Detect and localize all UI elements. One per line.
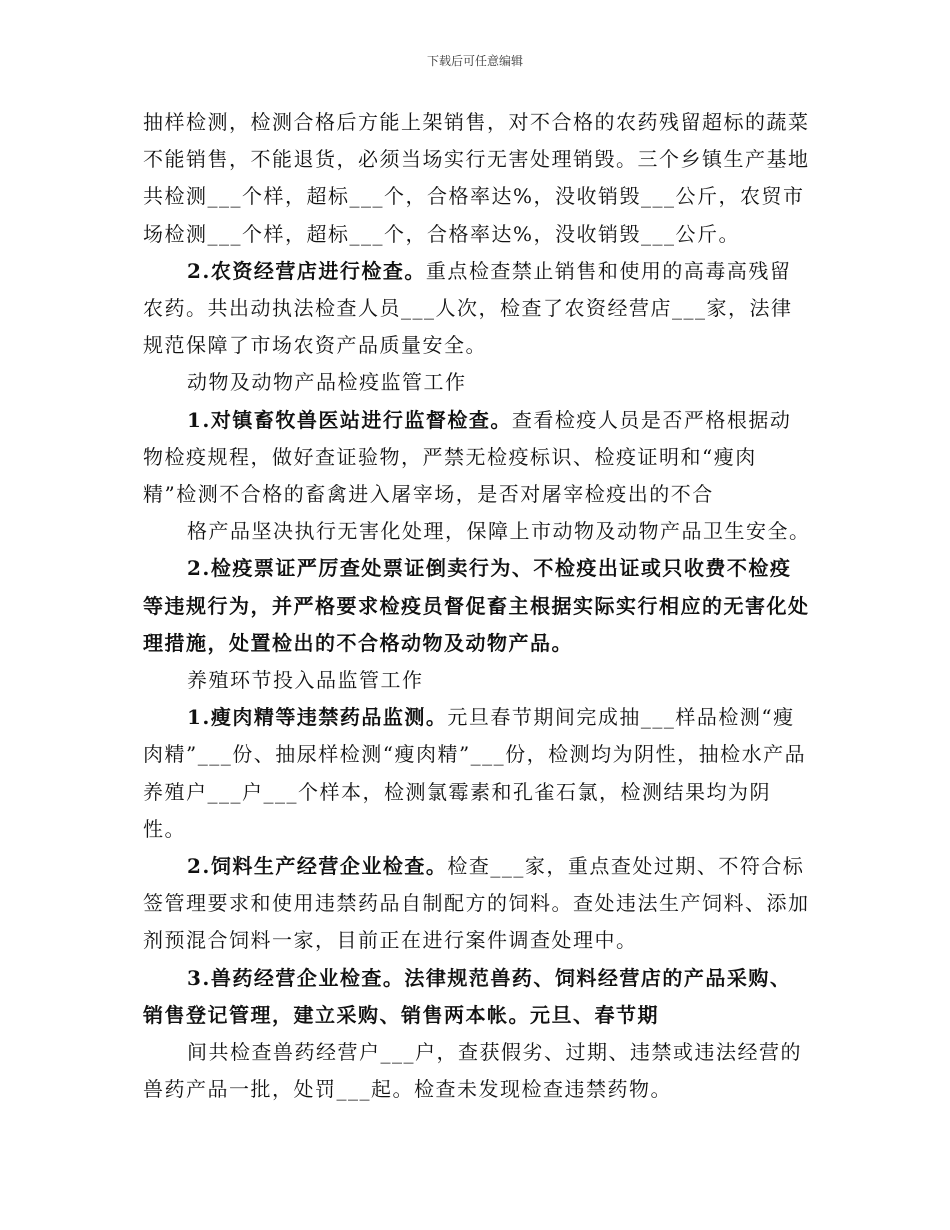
paragraph-feed-enterprise-inspection (143, 848, 811, 960)
paragraph-clenbuterol-monitoring (143, 699, 811, 848)
section-heading-text: 养殖环节投入品监管工作 (187, 668, 424, 693)
paragraph-vet-drug-results (143, 1034, 811, 1108)
paragraph-quarantine-certificates (143, 550, 811, 662)
paragraph-vet-station-supervision (143, 402, 811, 514)
paragraph-text: 2.检疫票证严厉查处票证倒卖行为、不检疫出证或只收费不检疫等违规行为，并严格要求检疫员督促畜主根据实际实行相应的无害化处理措施，处置检出的不合格动物及动物产品。 (143, 556, 810, 655)
paragraph-text: 元旦春节期间完成抽___样品检测“瘦肉精”___份、抽尿样检测“瘦肉精”___份，检测均为阴性，抽检水产品养殖户___户___个样本，检测氯霉素和孔雀石氯，检测结果均为阴性。 (143, 705, 807, 841)
section-heading-breeding-inputs (143, 662, 811, 699)
paragraph-text: 查看检疫人员是否严格根据动物检疫规程，做好查证验物，严禁无检疫标识、检疫证明和“瘦肉精”检测不合格的畜禽进入屠宰场，是否对屠宰检疫出的不合 (143, 407, 792, 507)
paragraph-text: 间共检查兽药经营户___户，查获假劣、过期、违禁或违法经营的兽药产品一批，处罚___起。检查未发现检查违禁药物。 (143, 1040, 802, 1102)
section-heading-animal-quarantine (143, 364, 811, 401)
paragraph-lead: 1.瘦肉精等违禁药品监测。 (187, 705, 448, 730)
paragraph-harmless-treatment (143, 513, 811, 550)
paragraph-text: 抽样检测，检测合格后方能上架销售，对不合格的农药残留超标的蔬菜不能销售，不能退货，必须当场实行无害处理销毁。三个乡镇生产基地共检测___个样，超标___个，合格率达%，没收销毁___公斤，农贸市场检测___个样，超标___个，合格率达%，没收销毁___公斤。 (143, 110, 810, 246)
paragraph-lead: 1.对镇畜牧兽医站进行监督检查。 (187, 407, 512, 432)
page-header: 下载后可任意编辑 (426, 54, 523, 68)
document-body (143, 104, 811, 1108)
paragraph-lead: 2.农资经营店进行检查。 (187, 258, 426, 283)
paragraph-text: 格产品坚决执行无害化处理，保障上市动物及动物产品卫生安全。 (187, 519, 811, 544)
paragraph-lead: 2.饲料生产经营企业检查。 (187, 854, 448, 879)
paragraph-agri-supply-inspection (143, 253, 811, 365)
paragraph-text: 重点检查禁止销售和使用的高毒高残留农药。共出动执法检查人员___人次，检查了农资经营店___家，法律规范保障了市场农资产品质量安全。 (143, 258, 793, 358)
paragraph-sampling-results (143, 104, 811, 253)
paragraph-text: 检查___家，重点查处过期、不符合标签管理要求和使用违禁药品自制配方的饲料。查处违法生产饲料、添加剂预混合饲料一家，目前正在进行案件调查处理中。 (143, 854, 810, 953)
section-heading-text: 动物及动物产品检疫监管工作 (187, 370, 467, 395)
paragraph-text: 3.兽药经营企业检查。法律规范兽药、饲料经营店的产品采购、销售登记管理，建立采购、销售两本帐。元旦、春节期 (143, 965, 792, 1027)
paragraph-vet-drug-inspection (143, 960, 811, 1034)
